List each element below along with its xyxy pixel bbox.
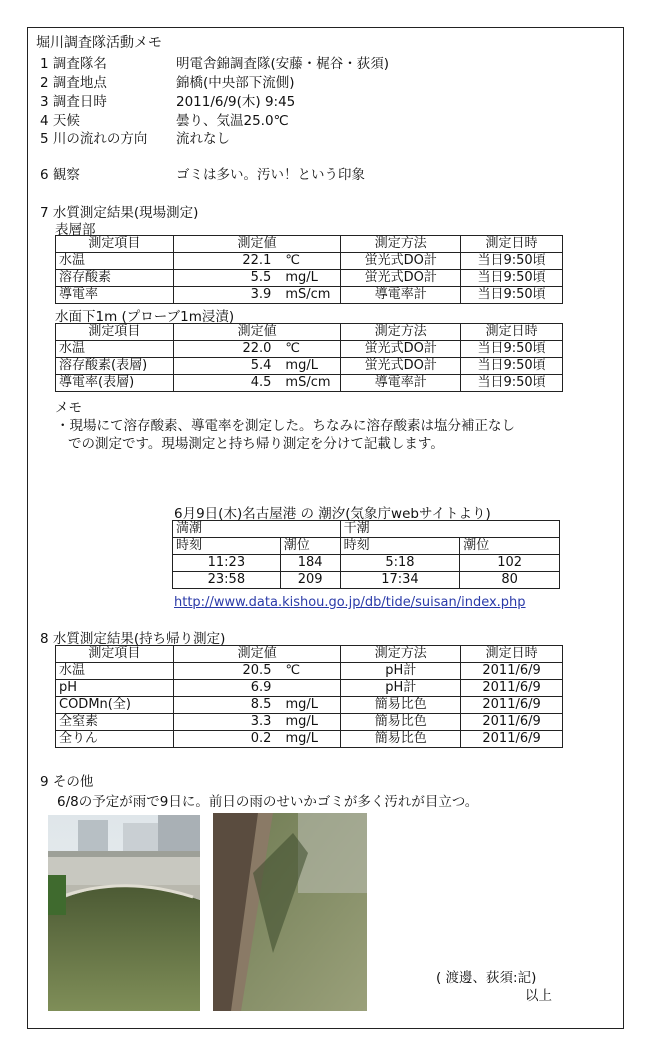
- table-row: [56, 358, 563, 375]
- col-header: 測定方法: [341, 646, 461, 663]
- low-tide-header: 干潮: [340, 521, 559, 538]
- deep-table: [55, 323, 563, 392]
- bridge-photo: [48, 815, 200, 1011]
- table-row: [173, 572, 560, 589]
- level-header: 潮位: [460, 538, 560, 555]
- info-label: 2 調査地点: [40, 75, 107, 91]
- info-value: 流れなし: [176, 131, 230, 147]
- method-cell: 蛍光式DO計: [341, 341, 461, 358]
- surface-label: 表層部: [55, 222, 96, 238]
- method-cell: 蛍光式DO計: [341, 358, 461, 375]
- value-cell: 22.0 ℃: [173, 341, 341, 358]
- item-cell: 水温: [56, 663, 174, 680]
- col-header: 測定日時: [461, 236, 563, 253]
- method-cell: 簡易比色: [341, 697, 461, 714]
- table-row: [56, 253, 563, 270]
- method-cell: 簡易比色: [341, 731, 461, 748]
- tide-table: [172, 520, 560, 589]
- date-cell: 2011/6/9: [461, 714, 563, 731]
- value-cell: 8.5 mg/L: [173, 697, 341, 714]
- time-header: 時刻: [340, 538, 460, 555]
- method-cell: 導電率計: [341, 287, 461, 304]
- table-row: [56, 680, 563, 697]
- item-cell: 溶存酸素(表層): [56, 358, 174, 375]
- value-cell: 5.4 mg/L: [173, 358, 341, 375]
- date-cell: 当日9:50頃: [461, 375, 563, 392]
- info-value: 曇り、気温25.0℃: [176, 113, 289, 129]
- table-row: [56, 697, 563, 714]
- value-cell: 5.5 mg/L: [173, 270, 341, 287]
- col-header: 測定値: [173, 646, 341, 663]
- value-cell: 22.1 ℃: [173, 253, 341, 270]
- date-cell: 当日9:50頃: [461, 253, 563, 270]
- tide-title: 6月9日(木)名古屋港 の 潮汐(気象庁webサイトより): [174, 506, 491, 522]
- info-label: 1 調査隊名: [40, 56, 107, 72]
- value-cell: 0.2 mg/L: [173, 731, 341, 748]
- other-text: 6/8の予定が雨で9日に。前日の雨のせいかゴミが多く汚れが目立つ。: [57, 794, 479, 810]
- tide-cell: 17:34: [340, 572, 460, 589]
- item-cell: pH: [56, 680, 174, 697]
- item-cell: 溶存酸素: [56, 270, 174, 287]
- item-cell: 水温: [56, 253, 174, 270]
- item-cell: 全窒素: [56, 714, 174, 731]
- method-cell: pH計: [341, 680, 461, 697]
- date-cell: 2011/6/9: [461, 697, 563, 714]
- authors-note: ( 渡邊、荻須:記): [436, 970, 537, 986]
- item-cell: 導電率(表層): [56, 375, 174, 392]
- field-heading: 7 水質測定結果(現場測定): [40, 205, 199, 221]
- time-header: 時刻: [173, 538, 281, 555]
- col-header: 測定項目: [56, 646, 174, 663]
- table-row: [56, 287, 563, 304]
- tide-cell: 209: [280, 572, 340, 589]
- memo-line-1: ・現場にて溶存酸素、導電率を測定した。ちなみに溶存酸素は塩分補正なし: [56, 418, 515, 434]
- tide-cell: 23:58: [173, 572, 281, 589]
- method-cell: 導電率計: [341, 375, 461, 392]
- date-cell: 2011/6/9: [461, 680, 563, 697]
- info-value: 錦橋(中央部下流側): [176, 75, 295, 91]
- method-cell: pH計: [341, 663, 461, 680]
- lab-table: [55, 645, 563, 748]
- value-cell: 3.9 mS/cm: [173, 287, 341, 304]
- tide-cell: 80: [460, 572, 560, 589]
- level-header: 潮位: [280, 538, 340, 555]
- page-title: 堀川調査隊活動メモ: [36, 35, 162, 51]
- value-cell: 20.5 ℃: [173, 663, 341, 680]
- value-cell: 3.3 mg/L: [173, 714, 341, 731]
- tide-cell: 102: [460, 555, 560, 572]
- table-row: [173, 555, 560, 572]
- info-label: 3 調査日時: [40, 94, 107, 110]
- table-row: [56, 731, 563, 748]
- info-label: 4 天候: [40, 113, 80, 129]
- col-header: 測定項目: [56, 236, 174, 253]
- date-cell: 当日9:50頃: [461, 270, 563, 287]
- item-cell: 導電率: [56, 287, 174, 304]
- date-cell: 2011/6/9: [461, 663, 563, 680]
- table-row: [56, 663, 563, 680]
- other-heading: 9 その他: [40, 774, 94, 790]
- observation-value: ゴミは多い。汚い！という印象: [176, 167, 365, 183]
- tide-cell: 184: [280, 555, 340, 572]
- high-tide-header: 満潮: [173, 521, 341, 538]
- date-cell: 2011/6/9: [461, 731, 563, 748]
- col-header: 測定方法: [341, 324, 461, 341]
- col-header: 測定項目: [56, 324, 174, 341]
- date-cell: 当日9:50頃: [461, 358, 563, 375]
- item-cell: 水温: [56, 341, 174, 358]
- col-header: 測定値: [173, 236, 341, 253]
- observation-label: 6 観察: [40, 167, 80, 183]
- table-row: [56, 341, 563, 358]
- lab-heading: 8 水質測定結果(持ち帰り測定): [40, 631, 226, 647]
- memo-line-2: での測定です。現場測定と持ち帰り測定を分けて記載します。: [68, 436, 444, 452]
- method-cell: 簡易比色: [341, 714, 461, 731]
- info-value: 2011/6/9(木) 9:45: [176, 94, 296, 110]
- col-header: 測定日時: [461, 324, 563, 341]
- end-mark: 以上: [525, 988, 552, 1004]
- value-cell: 6.9: [173, 680, 341, 697]
- table-row: [56, 270, 563, 287]
- info-value: 明電舎錦調査隊(安藤・梶谷・荻須): [176, 56, 390, 72]
- tide-cell: 11:23: [173, 555, 281, 572]
- item-cell: 全りん: [56, 731, 174, 748]
- table-row: [56, 375, 563, 392]
- method-cell: 蛍光式DO計: [341, 253, 461, 270]
- deep-label: 水面下1m (プローブ1m浸漬): [55, 309, 235, 325]
- tide-cell: 5:18: [340, 555, 460, 572]
- value-cell: 4.5 mS/cm: [173, 375, 341, 392]
- col-header: 測定値: [173, 324, 341, 341]
- tide-source-link[interactable]: http://www.data.kishou.go.jp/db/tide/suisan/index.php: [174, 595, 526, 610]
- date-cell: 当日9:50頃: [461, 287, 563, 304]
- date-cell: 当日9:50頃: [461, 341, 563, 358]
- surface-table: [55, 235, 563, 304]
- memo-label: メモ: [55, 400, 82, 416]
- col-header: 測定方法: [341, 236, 461, 253]
- item-cell: CODMn(全): [56, 697, 174, 714]
- method-cell: 蛍光式DO計: [341, 270, 461, 287]
- info-label: 5 川の流れの方向: [40, 131, 148, 147]
- col-header: 測定日時: [461, 646, 563, 663]
- table-row: [56, 714, 563, 731]
- river-photo: [213, 813, 367, 1011]
